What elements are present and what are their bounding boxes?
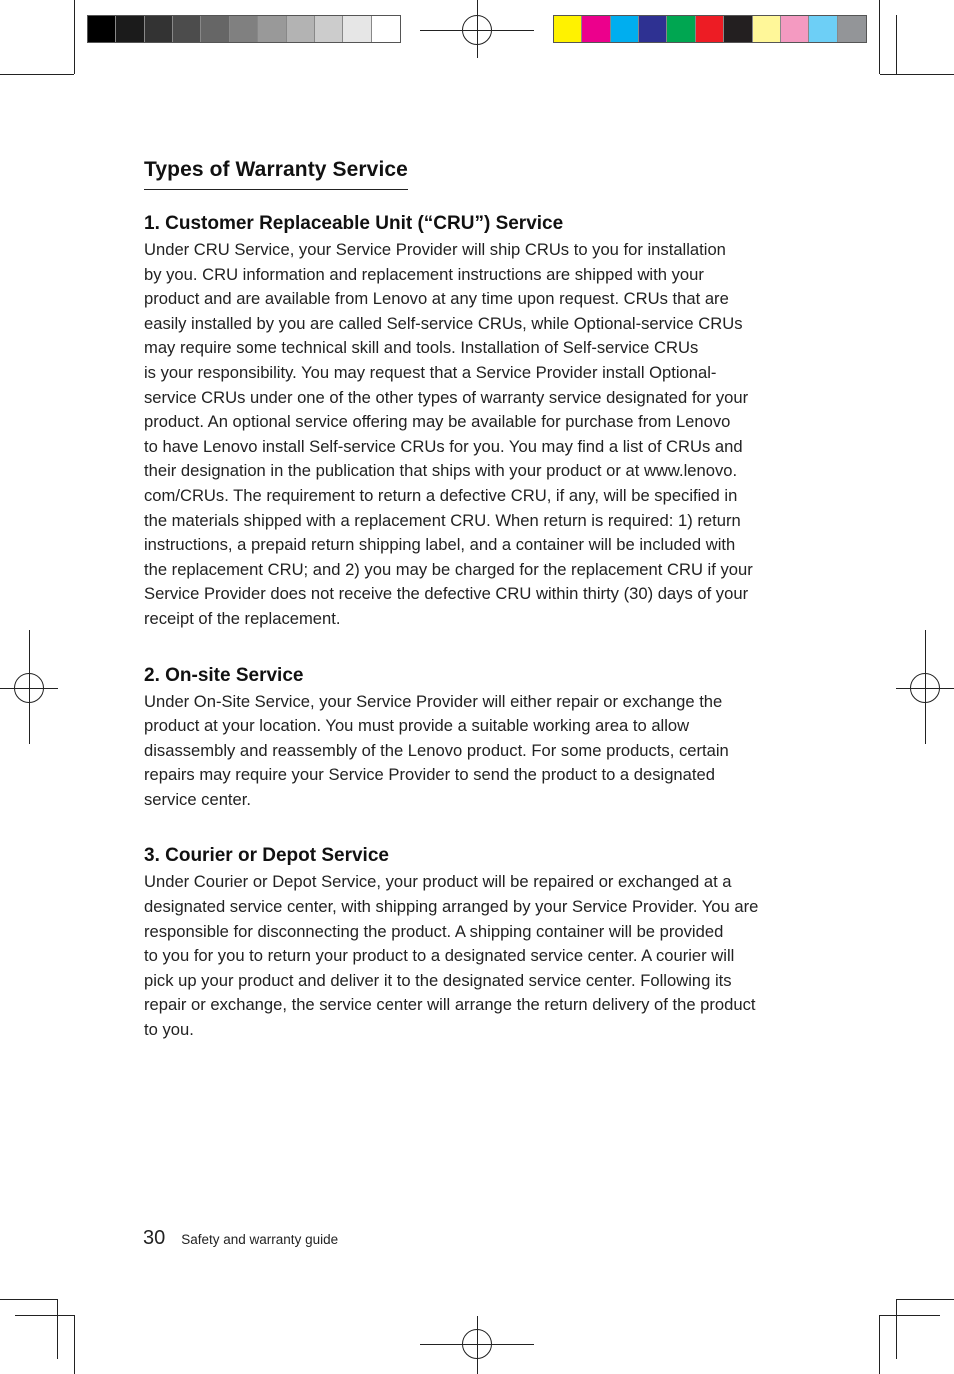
color-swatch	[724, 16, 752, 42]
crop-mark-bottom-right-v2	[879, 1315, 880, 1374]
grayscale-swatch	[372, 16, 400, 42]
section-heading: 2. On-site Service	[144, 664, 304, 686]
crop-mark-bottom-right-h2	[880, 1315, 940, 1316]
color-swatch	[753, 16, 781, 42]
grayscale-swatch	[315, 16, 343, 42]
color-swatch	[696, 16, 724, 42]
crop-mark-top-right-h	[880, 74, 954, 75]
section-body: Under Courier or Depot Service, your product will be repaired or exchanged at a designated service center, with shipping arranged by your Service Provider. You are responsible for disconnecting the product. A shipping container will be provided to you for you to return your product to a designated service center. A courier will pick up your product and deliver it to the designated service center. Following its repair or exchange, the service center will arrange the return delivery of the product to you.	[144, 872, 759, 1040]
section-onsite-service	[144, 664, 804, 813]
footer-label: Safety and warranty guide	[181, 1232, 339, 1247]
crop-mark-bottom-left-h	[0, 1299, 58, 1300]
color-calibration-strip	[553, 15, 867, 43]
color-swatch	[582, 16, 610, 42]
crop-mark-bottom-right-h	[896, 1299, 954, 1300]
color-swatch	[554, 16, 582, 42]
crop-mark-top-left-h	[0, 74, 74, 75]
crop-mark-bottom-left-h2	[15, 1315, 75, 1316]
grayscale-swatch	[173, 16, 201, 42]
grayscale-swatch	[201, 16, 229, 42]
page-number: 30	[143, 1227, 166, 1249]
crop-mark-bottom-left-v2	[74, 1315, 75, 1374]
page-footer	[143, 1227, 338, 1250]
grayscale-swatch	[287, 16, 315, 42]
section-cru-service	[144, 212, 804, 632]
crop-mark-bottom-left-v	[57, 1299, 58, 1359]
section-heading: 1. Customer Replaceable Unit (“CRU”) Service	[144, 213, 564, 234]
color-swatch	[838, 16, 866, 42]
section-body: Under CRU Service, your Service Provider will ship CRUs to you for installation by you. CRU information and replacement instructions are shipped with your product and are available from Lenovo at any time upon request. CRUs that are easily installed by you are called Self-service CRUs, while Optional-service CRUs may require some technical skill and tools. Installation of Self-service CRUs is your responsibility. You may request that a Service Provider install Optional- service CRUs under one of the other types of warranty service designated for your product. An optional service offering may be available for purchase from Lenovo to have Lenovo install Self-service CRUs for you. You may find a list of CRUs and their designation in the publication that ships with your product or at www.lenovo. com/CRUs. The requirement to return a defective CRU, if any, will be specified in the materials shipped with a replacement CRU. When return is required: 1) return instructions, a prepaid return shipping label, and a container will be included with the replacement CRU; and 2) you may be charged for the replacement CRU if your Service Provider does not receive the defective CRU within thirty (30) days of your receipt of the replacement.	[144, 240, 753, 628]
color-swatch	[611, 16, 639, 42]
section-heading: 3. Courier or Depot Service	[144, 845, 389, 867]
grayscale-swatch	[230, 16, 258, 42]
color-swatch	[639, 16, 667, 42]
crop-mark-top-right-v	[879, 0, 880, 74]
grayscale-swatch	[343, 16, 371, 42]
crop-mark-top-left-v	[74, 0, 75, 74]
color-swatch	[809, 16, 837, 42]
crop-mark-top-right-v2	[896, 15, 897, 75]
section-courier-depot-service	[144, 844, 804, 1042]
grayscale-swatch	[145, 16, 173, 42]
color-swatch	[781, 16, 809, 42]
grayscale-swatch	[88, 16, 116, 42]
grayscale-swatch	[116, 16, 144, 42]
document-content	[144, 158, 804, 1043]
grayscale-swatch	[258, 16, 286, 42]
crop-mark-bottom-right-v	[896, 1299, 897, 1359]
section-body: Under On-Site Service, your Service Provider will either repair or exchange the product at your location. You must provide a suitable working area to allow disassembly and reassembly of the Lenovo product. For some products, certain repairs may require your Service Provider to send the product to a designated service center.	[144, 691, 729, 809]
grayscale-calibration-strip	[87, 15, 401, 43]
page-title: Types of Warranty Service	[144, 158, 408, 190]
color-swatch	[667, 16, 695, 42]
